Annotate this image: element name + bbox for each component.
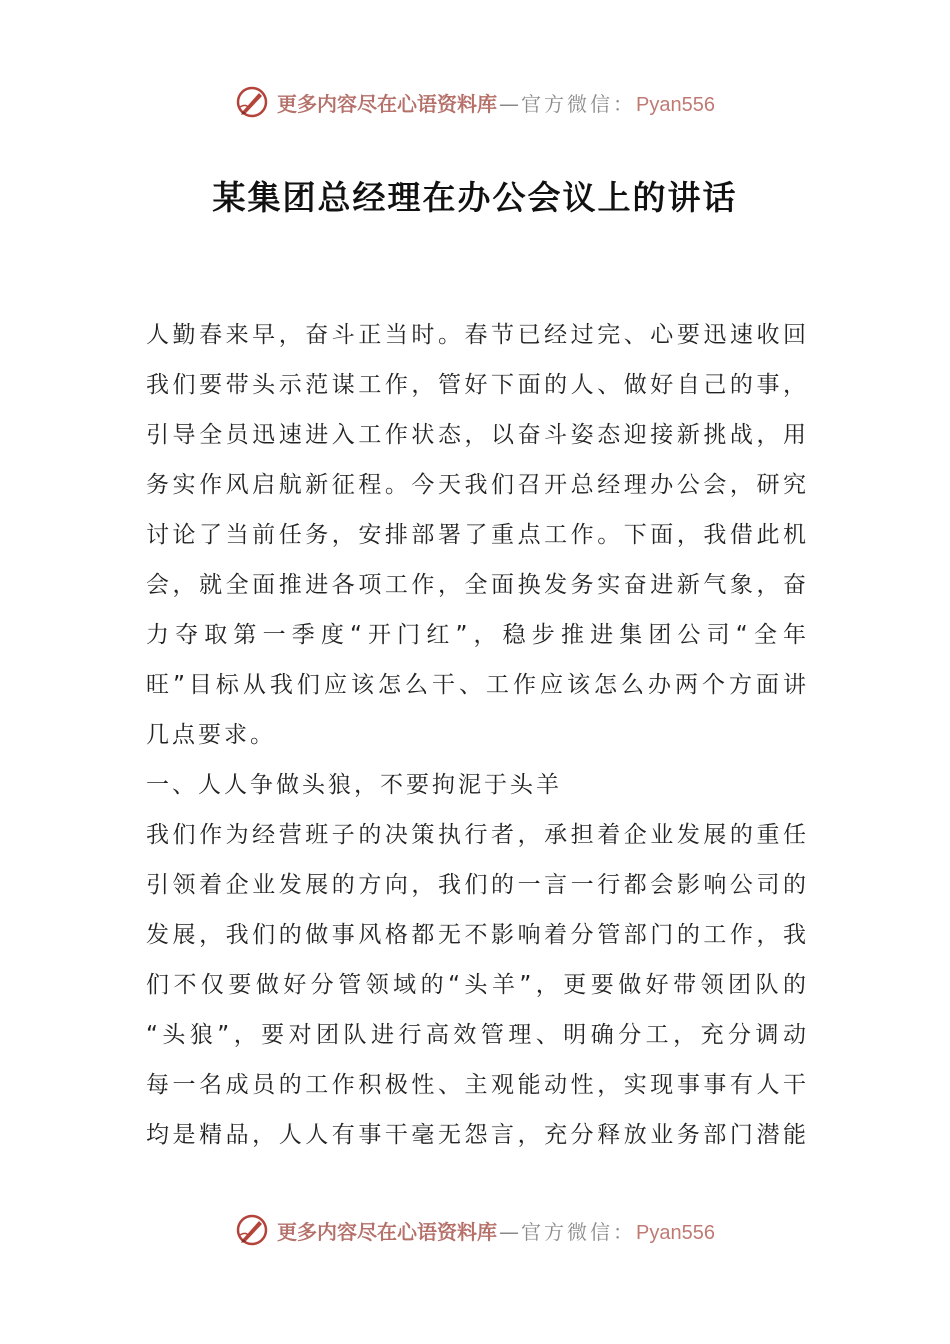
body-line: 人勤春来早，奋斗正当时。春节已经过完、心要迅速收回 <box>146 322 806 348</box>
body-line: 会，就全面推进各项工作，全面换发务实奋进新气象，奋 <box>146 572 806 598</box>
banner-wechat-id: Pyan556 <box>636 93 715 116</box>
body-line: 均是精品，人人有事干毫无怨言，充分释放业务部门潜能 <box>146 1122 806 1148</box>
body-line: 讨论了当前任务，安排部署了重点工作。下面，我借此机 <box>146 522 806 548</box>
banner-text <box>277 88 715 117</box>
banner-site-text: 更多内容尽在心语资料库 <box>277 1219 498 1244</box>
banner-site-text: 更多内容尽在心语资料库 <box>277 91 498 116</box>
header-banner <box>0 80 950 124</box>
section-heading: 一、人人争做头狼，不要拘泥于头羊 <box>146 772 562 798</box>
banner-wechat-id: Pyan556 <box>636 1221 715 1244</box>
document-body <box>146 310 806 1160</box>
pen-logo-icon <box>235 1213 269 1247</box>
body-line: 引导全员迅速进入工作状态，以奋斗姿态迎接新挑战，用 <box>146 422 806 448</box>
body-line: 每一名成员的工作积极性、主观能动性，实现事事有人干 <box>146 1072 806 1098</box>
banner-wechat-label: 官方微信： <box>521 91 637 116</box>
banner-wechat-label: 官方微信： <box>521 1219 637 1244</box>
footer-banner <box>0 1208 950 1252</box>
body-line: “头狼”，要对团队进行高效管理、明确分工，充分调动 <box>146 1022 806 1048</box>
body-line: 我们要带头示范谋工作，管好下面的人、做好自己的事， <box>146 372 806 398</box>
body-line: 力夺取第一季度“开门红”，稳步推进集团公司“全年 <box>146 622 806 648</box>
body-line: 几点要求。 <box>146 722 276 748</box>
body-line: 们不仅要做好分管领域的“头羊”，更要做好带领团队的 <box>146 972 806 998</box>
banner-dash: — <box>499 1219 520 1244</box>
banner-text <box>277 1216 715 1245</box>
body-line: 引领着企业发展的方向，我们的一言一行都会影响公司的 <box>146 872 806 898</box>
body-line: 务实作风启航新征程。今天我们召开总经理办公会，研究 <box>146 472 806 498</box>
body-line: 发展，我们的做事风格都无不影响着分管部门的工作，我 <box>146 922 806 948</box>
document-title: 某集团总经理在办公会议上的讲话 <box>212 178 738 217</box>
body-line: 我们作为经营班子的决策执行者，承担着企业发展的重任 <box>146 822 806 848</box>
banner-dash: — <box>499 91 520 116</box>
body-line: 旺”目标从我们应该怎么干、工作应该怎么办两个方面讲 <box>146 672 806 698</box>
pen-logo-icon <box>235 85 269 119</box>
